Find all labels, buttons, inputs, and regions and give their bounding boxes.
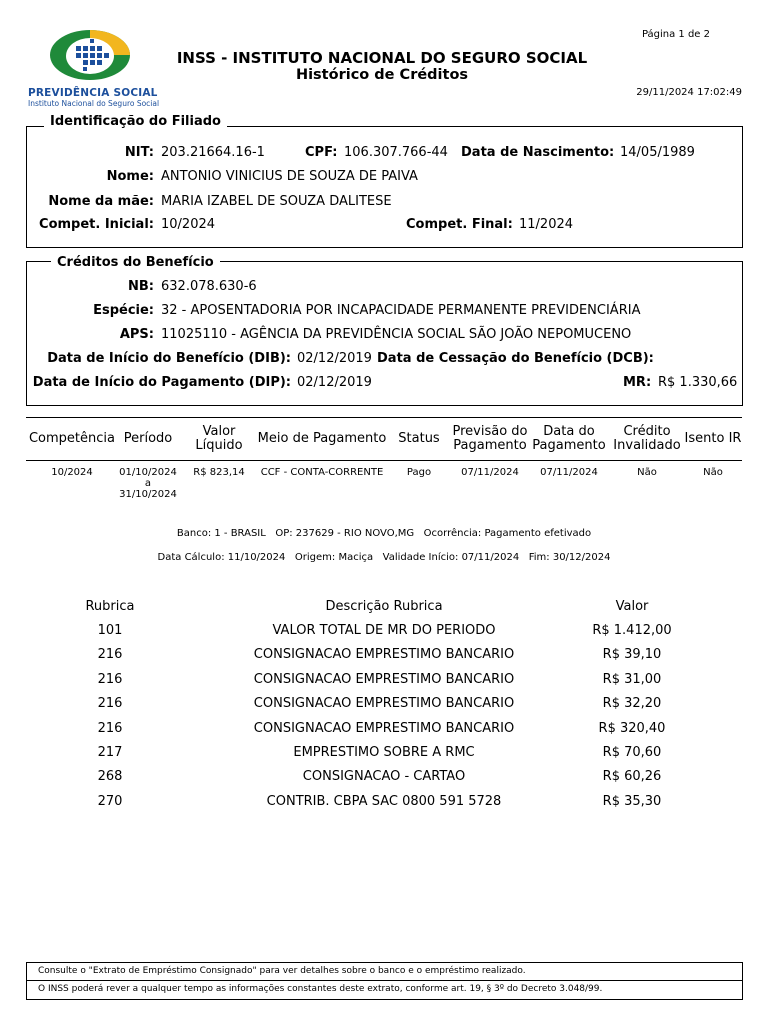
nit-value: 203.21664.16-1 xyxy=(161,145,265,160)
rubrica-description: CONSIGNACAO EMPRESTIMO BANCARIO xyxy=(253,672,515,687)
aps-value: 11025110 - AGÊNCIA DA PREVIDÊNCIA SOCIAL SÃO JOÃO NEPOMUCENO xyxy=(161,327,632,342)
page-subtitle: Histórico de Créditos xyxy=(295,67,469,83)
rubrica-code: 268 xyxy=(97,769,123,784)
rubrica-description: CONSIGNACAO EMPRESTIMO BANCARIO xyxy=(253,721,515,736)
footer-note-2: O INSS poderá rever a qualquer tempo as informações constantes deste extrato, conforme art. 19, § 3º do Decreto 3.048/99. xyxy=(38,984,603,994)
header-data-pagamento: Data do Pagamento xyxy=(532,424,606,453)
mother-value: MARIA IZABEL DE SOUZA DALITESE xyxy=(161,194,392,209)
nit-label: NIT: xyxy=(124,145,154,160)
cpf-label: CPF: xyxy=(305,145,338,160)
cell-valor: R$ 823,14 xyxy=(193,467,245,478)
header-previsao: Previsão do Pagamento xyxy=(452,424,528,453)
header-isento-ir: Isento IR xyxy=(684,431,742,446)
cpf-value: 106.307.766-44 xyxy=(344,145,448,160)
rubrica-description: VALOR TOTAL DE MR DO PERIODO xyxy=(272,623,496,638)
rubrica-code: 101 xyxy=(97,623,123,638)
beneficio-legend: Créditos do Benefício xyxy=(51,255,220,270)
header-meio: Meio de Pagamento xyxy=(257,431,387,446)
birthdate-value: 14/05/1989 xyxy=(620,145,695,160)
header-credito-invalidado: Crédito Invalidado xyxy=(613,424,681,453)
cell-credito-invalidado: Não xyxy=(637,467,657,478)
logo-subtext: Instituto Nacional do Seguro Social xyxy=(28,99,160,108)
cell-data-pagamento: 07/11/2024 xyxy=(540,467,598,478)
rubrica-value: R$ 60,26 xyxy=(602,769,662,784)
footer-note-1: Consulte o "Extrato de Empréstimo Consignado" para ver detalhes sobre o banco e o empréstimo realizado. xyxy=(38,966,526,976)
dcb-label: Data de Cessação do Benefício (DCB): xyxy=(377,351,654,366)
dip-value: 02/12/2019 xyxy=(297,375,372,390)
cell-meio: CCF - CONTA-CORRENTE xyxy=(260,467,384,478)
comp-final-value: 11/2024 xyxy=(519,217,574,232)
header-competencia: Competência xyxy=(28,431,115,446)
mr-label: MR: xyxy=(623,375,652,390)
rubrica-value: R$ 1.412,00 xyxy=(592,623,672,638)
header-valor: Valor Líquido xyxy=(195,424,243,453)
cell-competencia: 10/2024 xyxy=(51,467,93,478)
report-datetime: 29/11/2024 17:02:49 xyxy=(636,87,742,98)
rubrica-description: CONSIGNACAO EMPRESTIMO BANCARIO xyxy=(253,647,515,662)
footer-divider xyxy=(26,980,742,981)
cell-periodo: 01/10/2024 a 31/10/2024 xyxy=(119,467,177,500)
rubrica-description: CONTRIB. CBPA SAC 0800 591 5728 xyxy=(266,794,502,809)
page-title: INSS - INSTITUTO NACIONAL DO SEGURO SOCIAL xyxy=(176,49,588,67)
especie-label: Espécie: xyxy=(93,303,154,318)
rubrica-value: R$ 35,30 xyxy=(602,794,662,809)
nb-value: 632.078.630-6 xyxy=(161,279,257,294)
previdencia-logo-icon xyxy=(28,26,152,82)
rubrica-value: R$ 70,60 xyxy=(602,745,662,760)
header-valor: Valor xyxy=(615,599,649,614)
mother-label: Nome da mãe: xyxy=(48,194,154,209)
cell-previsao: 07/11/2024 xyxy=(461,467,519,478)
comp-inicial-value: 10/2024 xyxy=(161,217,216,232)
name-label: Nome: xyxy=(106,169,154,184)
name-value: ANTONIO VINICIUS DE SOUZA DE PAIVA xyxy=(161,169,418,184)
logo-text: PREVIDÊNCIA SOCIAL xyxy=(28,87,158,99)
rubrica-value: R$ 39,10 xyxy=(602,647,662,662)
dib-label: Data de Início do Benefício (DIB): xyxy=(47,351,291,366)
cell-isento-ir: Não xyxy=(703,467,723,478)
rubrica-value: R$ 32,20 xyxy=(602,696,662,711)
comp-inicial-label: Compet. Inicial: xyxy=(39,217,154,232)
mr-value: R$ 1.330,66 xyxy=(658,375,738,390)
table-header-rule xyxy=(26,460,742,461)
logo xyxy=(28,26,160,108)
aps-label: APS: xyxy=(119,327,154,342)
rubrica-description: EMPRESTIMO SOBRE A RMC xyxy=(293,745,475,760)
header-periodo: Período xyxy=(123,431,173,446)
rubrica-code: 216 xyxy=(97,696,123,711)
calculo-info: Data Cálculo: 11/10/2024 Origem: Maciça Validade Início: 07/11/2024 Fim: 30/12/2024 xyxy=(157,552,611,563)
rubrica-description: CONSIGNACAO EMPRESTIMO BANCARIO xyxy=(253,696,515,711)
rubrica-value: R$ 31,00 xyxy=(602,672,662,687)
rubrica-code: 216 xyxy=(97,647,123,662)
dip-label: Data de Início do Pagamento (DIP): xyxy=(32,375,291,390)
filiado-legend: Identificação do Filiado xyxy=(44,114,227,129)
cell-status: Pago xyxy=(406,467,432,478)
header-status: Status xyxy=(398,431,440,446)
rubrica-code: 216 xyxy=(97,721,123,736)
page-info: Página 1 de 2 xyxy=(641,29,710,40)
dib-value: 02/12/2019 xyxy=(297,351,372,366)
especie-value: 32 - APOSENTADORIA POR INCAPACIDADE PERMANENTE PREVIDENCIÁRIA xyxy=(161,303,641,318)
header-descricao: Descrição Rubrica xyxy=(325,599,443,614)
table-top-rule xyxy=(26,417,742,418)
birthdate-label: Data de Nascimento: xyxy=(461,145,615,160)
rubrica-code: 217 xyxy=(97,745,123,760)
rubrica-code: 270 xyxy=(97,794,123,809)
comp-final-label: Compet. Final: xyxy=(406,217,513,232)
nb-label: NB: xyxy=(128,279,154,294)
rubrica-description: CONSIGNACAO - CARTAO xyxy=(302,769,466,784)
banco-info: Banco: 1 - BRASIL OP: 237629 - RIO NOVO,MG Ocorrência: Pagamento efetivado xyxy=(176,528,592,539)
rubrica-value: R$ 320,40 xyxy=(598,721,666,736)
header-rubrica: Rubrica xyxy=(85,599,135,614)
rubrica-code: 216 xyxy=(97,672,123,687)
